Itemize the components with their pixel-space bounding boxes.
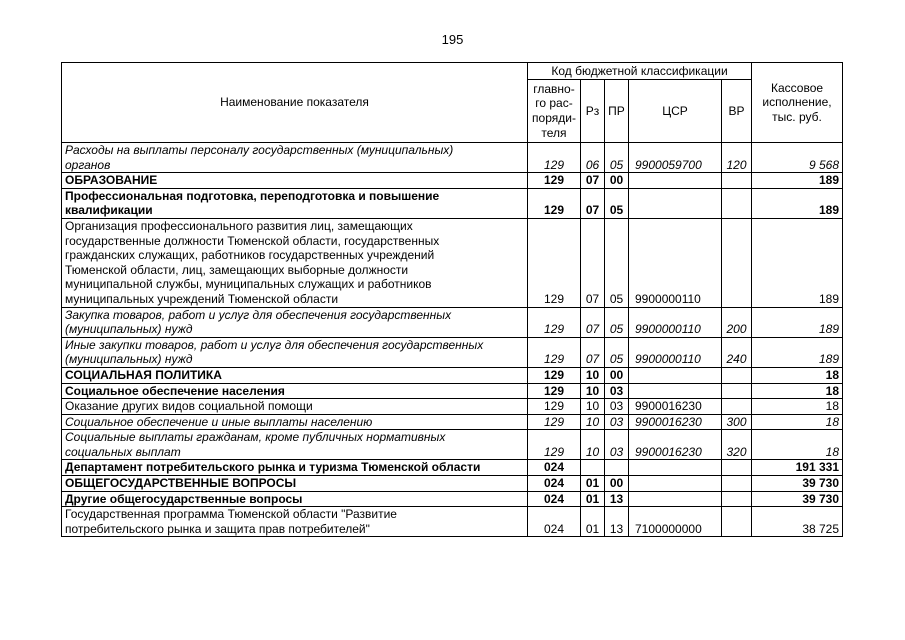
cell-glavn: 129 (528, 430, 581, 460)
cell-name-line: Организация профессионального развития лиц, замещающих (65, 218, 413, 233)
cell-amount: 18 (752, 367, 843, 383)
cell-csr: 9900016230 (629, 414, 722, 430)
table-row (62, 337, 843, 367)
cell-rz: 07 (581, 307, 605, 337)
cell-pr: 03 (605, 430, 629, 460)
cell-rz: 07 (581, 173, 605, 189)
cell-amount: 38 725 (752, 507, 843, 537)
cell-csr: 7100000000 (629, 507, 722, 537)
cell-csr: 9900000110 (629, 218, 722, 307)
cell-vr: 200 (722, 307, 752, 337)
cell-name-line: потребительского рынка и защита прав потребителей" (65, 521, 370, 536)
cell-amount: 39 730 (752, 491, 843, 507)
cell-amount: 9 568 (752, 143, 843, 173)
cell-rz: 01 (581, 491, 605, 507)
cell-name-line: ОБРАЗОВАНИЕ (65, 173, 158, 188)
cell-name-line: ОБЩЕГОСУДАРСТВЕННЫЕ ВОПРОСЫ (65, 476, 297, 491)
cell-csr: 9900016230 (629, 399, 722, 415)
cell-name-line: (муниципальных) нужд (65, 352, 193, 367)
cell-name (62, 414, 528, 430)
cell-name (62, 337, 528, 367)
cell-name (62, 218, 528, 307)
cell-name (62, 383, 528, 399)
cell-pr: 00 (605, 173, 629, 189)
cell-name-line: социальных выплат (65, 444, 181, 459)
header-amount (752, 63, 843, 143)
cell-rz: 10 (581, 430, 605, 460)
cell-glavn: 129 (528, 218, 581, 307)
cell-name-line: Департамент потребительского рынка и туризма Тюменской области (65, 460, 481, 475)
cell-name (62, 173, 528, 189)
cell-amount: 189 (752, 218, 843, 307)
cell-pr: 03 (605, 399, 629, 415)
header-glavn (528, 80, 581, 143)
cell-rz (581, 460, 605, 476)
cell-vr: 300 (722, 414, 752, 430)
cell-name-line: Расходы на выплаты персоналу государственных (муниципальных) (65, 143, 454, 157)
cell-glavn: 129 (528, 414, 581, 430)
table-row (62, 430, 843, 460)
cell-amount: 189 (752, 337, 843, 367)
cell-name-line: Государственная программа Тюменской области "Развитие (65, 507, 397, 522)
cell-name-line: Тюменской области, лиц, замещающих выборные должности (65, 262, 409, 277)
cell-name (62, 507, 528, 537)
cell-amount: 18 (752, 414, 843, 430)
cell-csr (629, 367, 722, 383)
header-name: Наименование показателя (62, 63, 528, 143)
cell-vr (722, 460, 752, 476)
cell-name (62, 367, 528, 383)
cell-csr (629, 491, 722, 507)
header-glavn-line: го рас- (535, 96, 573, 111)
cell-name-line: муниципальных учреждений Тюменской области (65, 291, 339, 306)
cell-glavn: 129 (528, 337, 581, 367)
cell-csr (629, 476, 722, 492)
cell-name-line: Социальное обеспечение населения (65, 383, 285, 398)
cell-rz: 07 (581, 337, 605, 367)
cell-pr: 00 (605, 476, 629, 492)
cell-glavn: 129 (528, 367, 581, 383)
cell-rz: 07 (581, 218, 605, 307)
cell-amount: 189 (752, 188, 843, 218)
cell-glavn: 024 (528, 460, 581, 476)
cell-csr (629, 460, 722, 476)
cell-pr (605, 460, 629, 476)
cell-rz: 10 (581, 367, 605, 383)
table-row (62, 307, 843, 337)
cell-glavn: 129 (528, 399, 581, 415)
header-csr: ЦСР (629, 80, 722, 143)
cell-glavn: 129 (528, 383, 581, 399)
table-row (62, 476, 843, 492)
cell-vr (722, 399, 752, 415)
cell-vr: 240 (722, 337, 752, 367)
cell-name (62, 399, 528, 415)
cell-csr (629, 173, 722, 189)
cell-name-line: квалификации (65, 203, 153, 218)
cell-csr: 9900059700 (629, 143, 722, 173)
table-row (62, 491, 843, 507)
cell-pr: 05 (605, 143, 629, 173)
cell-glavn: 024 (528, 476, 581, 492)
cell-rz: 10 (581, 414, 605, 430)
table-row (62, 173, 843, 189)
header-pr: ПР (605, 80, 629, 143)
cell-name-line: СОЦИАЛЬНАЯ ПОЛИТИКА (65, 367, 222, 382)
cell-name (62, 476, 528, 492)
cell-rz: 01 (581, 507, 605, 537)
cell-name-line: Социальное обеспечение и иные выплаты населению (65, 414, 373, 429)
cell-amount: 191 331 (752, 460, 843, 476)
cell-name-line: органов (65, 157, 111, 172)
cell-vr (722, 218, 752, 307)
table-row (62, 383, 843, 399)
table-row (62, 143, 843, 173)
cell-name (62, 188, 528, 218)
cell-rz: 07 (581, 188, 605, 218)
cell-name-line: Социальные выплаты гражданам, кроме публичных нормативных (65, 430, 446, 445)
cell-name-line: Профессиональная подготовка, переподготовка и повышение (65, 188, 440, 203)
table-row (62, 399, 843, 415)
cell-vr (722, 476, 752, 492)
header-amount-line: Кассовое (770, 80, 824, 95)
table-row (62, 218, 843, 307)
cell-pr: 03 (605, 383, 629, 399)
cell-vr: 120 (722, 143, 752, 173)
cell-csr: 9900000110 (629, 337, 722, 367)
cell-pr: 13 (605, 491, 629, 507)
cell-pr: 03 (605, 414, 629, 430)
cell-glavn: 129 (528, 188, 581, 218)
cell-glavn: 024 (528, 491, 581, 507)
cell-rz: 06 (581, 143, 605, 173)
table-header (62, 63, 843, 143)
cell-rz: 10 (581, 383, 605, 399)
cell-vr (722, 507, 752, 537)
cell-amount: 18 (752, 383, 843, 399)
cell-pr: 00 (605, 367, 629, 383)
cell-glavn: 024 (528, 507, 581, 537)
cell-pr: 05 (605, 218, 629, 307)
table-row (62, 507, 843, 537)
cell-name-line: Закупка товаров, работ и услуг для обеспечения государственных (65, 307, 452, 322)
cell-name-line: (муниципальных) нужд (65, 322, 193, 337)
cell-pr: 05 (605, 188, 629, 218)
cell-pr: 05 (605, 337, 629, 367)
cell-name-line: Другие общегосударственные вопросы (65, 491, 303, 506)
cell-pr: 05 (605, 307, 629, 337)
cell-vr (722, 173, 752, 189)
cell-name-line: Оказание других видов социальной помощи (65, 399, 313, 414)
header-glavn-line: поряди- (532, 111, 576, 125)
header-glavn-line: теля (541, 125, 567, 140)
header-amount-line: тыс. руб. (772, 109, 822, 124)
cell-vr (722, 188, 752, 218)
budget-table (61, 62, 843, 537)
page-number: 195 (441, 32, 464, 47)
cell-vr (722, 383, 752, 399)
cell-name-line: гражданских служащих, работников государственных учреждений (65, 248, 435, 263)
header-code-group: Код бюджетной классификации (528, 63, 752, 80)
cell-rz: 01 (581, 476, 605, 492)
cell-csr: 9900000110 (629, 307, 722, 337)
cell-pr: 13 (605, 507, 629, 537)
header-glavn-line: главно- (533, 81, 575, 96)
cell-amount: 39 730 (752, 476, 843, 492)
cell-csr (629, 188, 722, 218)
cell-amount: 189 (752, 307, 843, 337)
cell-amount: 18 (752, 430, 843, 460)
cell-glavn: 129 (528, 173, 581, 189)
cell-rz: 10 (581, 399, 605, 415)
cell-amount: 189 (752, 173, 843, 189)
cell-name (62, 143, 528, 173)
cell-name-line: Иные закупки товаров, работ и услуг для обеспечения государственных (65, 337, 484, 352)
cell-csr: 9900016230 (629, 430, 722, 460)
cell-vr (722, 367, 752, 383)
cell-csr (629, 383, 722, 399)
table-row (62, 414, 843, 430)
header-vr: ВР (722, 80, 752, 143)
header-rz: Рз (581, 80, 605, 143)
table-body (62, 143, 843, 537)
cell-glavn: 129 (528, 143, 581, 173)
table-row (62, 188, 843, 218)
cell-name (62, 491, 528, 507)
cell-vr (722, 491, 752, 507)
cell-name (62, 430, 528, 460)
cell-name-line: государственные должности Тюменской области, государственных (65, 233, 440, 248)
cell-amount: 18 (752, 399, 843, 415)
cell-name-line: муниципальной службы, муниципальных служащих и работников (65, 277, 432, 292)
cell-vr: 320 (722, 430, 752, 460)
table-row (62, 460, 843, 476)
cell-name (62, 307, 528, 337)
cell-glavn: 129 (528, 307, 581, 337)
table-row (62, 367, 843, 383)
header-amount-line: исполнение, (762, 95, 832, 110)
cell-name (62, 460, 528, 476)
